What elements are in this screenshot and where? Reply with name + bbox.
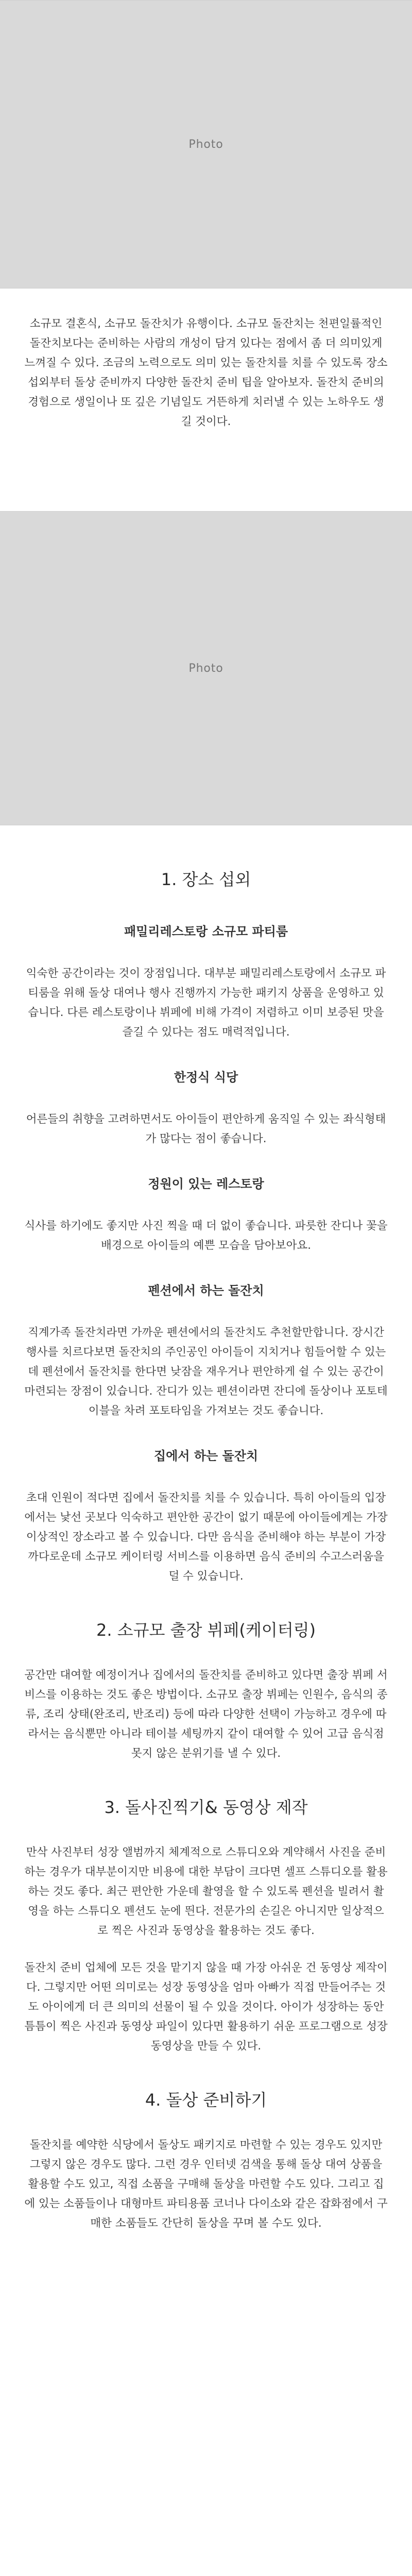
section-title: 2. 소규모 출장 뷔페(케이터링) (96, 1620, 316, 1640)
subsection-body: 식사를 하기에도 좋지만 사진 찍을 때 더 없이 좋습니다. 파릇한 잔디나 꽃을 배경으로 아이들의 예쁜 모습을 담아보아요. (24, 1219, 388, 1252)
subsection-body: 초대 인원이 적다면 집에서 돌잔치를 치를 수 있습니다. 특히 아이들의 입장에서는 낯선 곳보다 익숙하고 편안한 공간이 없기 때문에 아이들에게는 가장 이상적인 장소라고 볼 수 있습니다. 다만 음식을 준비해야 하는 부분이 가장 까다로운데 소규모 케이터링 서비스를 이용하면 음식 준비의 수고스러움을 덜 수 있습니다. (24, 1492, 388, 1583)
subsection-title: 펜션에서 하는 돌잔치 (148, 1283, 264, 1298)
intro-paragraph: 소규모 결혼식, 소규모 돌잔치가 유행이다. 소규모 돌잔치는 천편일률적인 돌잔치보다는 준비하는 사람의 개성이 담겨 있다는 점에서 좀 더 의미있게 느껴질 수 있다. 조금의 노력으로도 의미 있는 돌잔치를 치를 수 있도록 장소 섭외부터 돌상 준비까지 다양한 돌잔치 준비 팁을 알아보자. 돌잔치 준비의 경험으로 생일이나 또 깊은 기념일도 거뜬하게 치러낼 수 있는 노하우도 생길 것이다. (24, 317, 388, 428)
subsection-body: 어른들의 취향을 고려하면서도 아이들이 편안하게 움직일 수 있는 좌식형태가 많다는 점이 좋습니다. (26, 1113, 386, 1145)
section-body: 만삭 사진부터 성장 앨범까지 체계적으로 스튜디오와 계약해서 사진을 준비하는 경우가 대부분이지만 비용에 대한 부담이 크다면 셀프 스튜디오를 활용하는 것도 좋다. 최근 편안한 가운데 촬영을 할 수 있도록 펜션을 빌려서 촬영을 하는 스튜디오 펜션도 눈에 띈다. 전문가의 손길은 아니지만 일상적으로 찍은 사진과 동영상을 활용하는 것도 좋다. (24, 1846, 388, 1937)
subsection-body: 직계가족 돌잔치라면 가까운 펜션에서의 돌잔치도 추천할만합니다. 장시간 행사를 치르다보면 돌잔치의 주인공인 아이들이 지치거나 힘들어할 수 있는데 펜션에서 돌잔치를 한다면 낮잠을 재우거나 편안하게 쉴 수 있는 공간이 마련되는 장점이 있습니다. 잔디가 있는 펜션이라면 잔디에 돌상이나 포토테이블을 차려 포토타임을 가져보는 것도 좋습니다. (24, 1326, 388, 1417)
first-birthday-photo: Photo (0, 0, 412, 289)
section-body: 공간만 대여할 예정이거나 집에서의 돌잔치를 준비하고 있다면 출장 뷔페 서비스를 이용하는 것도 좋은 방법이다. 소규모 출장 뷔페는 인원수, 음식의 종류, 조리 상태(완조리, 반조리) 등에 따라 다양한 선택이 가능하고 경우에 따라서는 음식뿐만 아니라 테이블 세팅까지 같이 대여할 수 있어 고급 음식점 못지 않은 분위기를 낼 수 있다. (24, 1669, 388, 1760)
section-catering (0, 1586, 412, 1764)
party-treats-photo: Photo (0, 511, 412, 825)
subsection-title: 한정식 식당 (174, 1070, 238, 1084)
section-table-setting (0, 2056, 412, 2233)
section-title: 4. 돌상 준비하기 (145, 2090, 267, 2110)
section-body: 돌잔치 준비 업체에 모든 것을 맡기지 않을 때 가장 아쉬운 건 동영상 제작이다. 그렇지만 어떤 의미로는 성장 동영상을 엄마 아빠가 직접 만들어주는 것도 아이에게 더 큰 의미의 선물이 될 수 있을 것이다. 아이가 성장하는 동안 틈틈이 찍은 사진과 동영상 파일이 있다면 활용하기 쉬운 프로그램으로 성장 동영상을 만들 수 있다. (24, 1961, 388, 2053)
subsection-title: 집에서 하는 돌잔치 (153, 1449, 259, 1463)
section-body: 돌잔치를 예약한 식당에서 돌상도 패키지로 마련할 수 있는 경우도 있지만 그렇지 않은 경우도 많다. 그런 경우 인터넷 검색을 통해 돌상 대여 상품을 활용할 수도 있고, 직접 소품을 구매해 돌상을 마련할 수도 있다. 그리고 집에 있는 소품들이나 대형마트 파티용품 코너나 다이소와 같은 잡화점에서 구매한 소품들도 간단히 돌상을 꾸며 볼 수도 있다. (24, 2139, 388, 2230)
subsection-title: 패밀리레스토랑 소규모 파티룸 (124, 924, 288, 939)
section-photo-video (0, 1764, 412, 2056)
subsection-body: 익숙한 공간이라는 것이 장점입니다. 대부분 패밀리레스토랑에서 소규모 파티룸을 위해 돌상 대여나 행사 진행까지 가능한 패키지 상품을 운영하고 있습니다. 다른 레스토랑이나 뷔페에 비해 가격이 저렴하고 이미 보증된 맛을 즐길 수 있다는 점도 매력적입니다. (26, 967, 386, 1039)
subsection-title: 정원이 있는 레스토랑 (148, 1177, 264, 1191)
section-venue (0, 825, 412, 1586)
section-title: 1. 장소 섭외 (161, 870, 251, 889)
section-title: 3. 돌사진찍기& 동영상 제작 (104, 1798, 308, 1817)
